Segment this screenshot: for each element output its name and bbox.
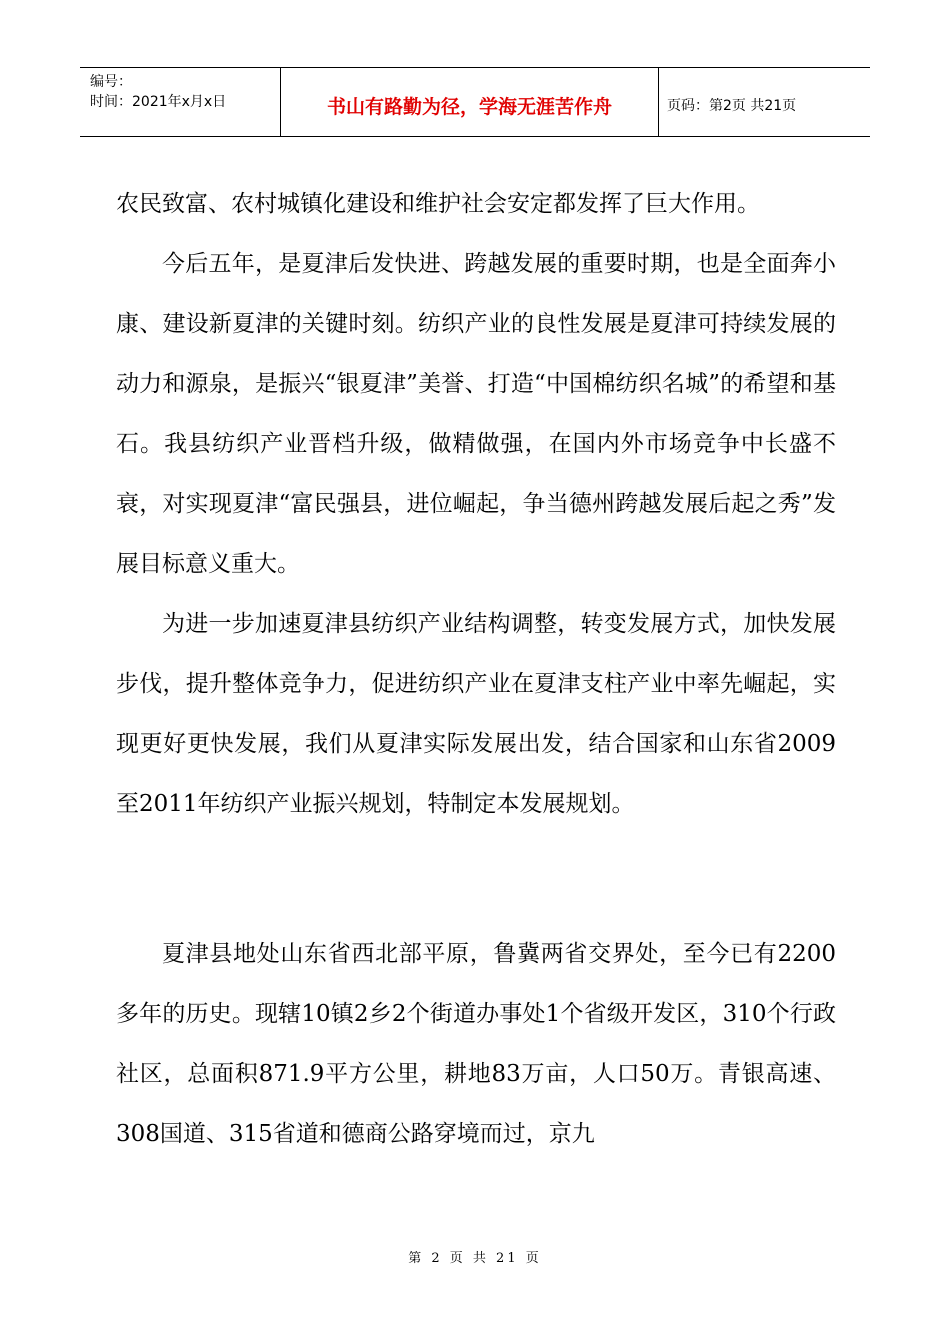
header-page-code: 页码：第2页 共21页 [667,98,797,114]
document-body [116,174,836,1164]
paragraph-3: 为进一步加速夏津县纺织产业结构调整，转变发展方式，加快发展步伐，提升整体竞争力，促进纺织产业在夏津支柱产业中率先崛起，实现更好更快发展，我们从夏津实际发展出发，结合国家和山东省2009至2011年纺织产业振兴规划，特制定本发展规划。 [116,611,836,817]
header-motto: 书山有路勤为径，学海无涯苦作舟 [281,68,659,136]
paragraph-1: 农民致富、农村城镇化建设和维护社会安定都发挥了巨大作用。 [116,191,760,217]
header-meta [80,68,281,136]
paragraph-4: 夏津县地处山东省西北部平原，鲁冀两省交界处，至今已有2200多年的历史。现辖10镇2乡2个街道办事处1个省级开发区，310个行政社区，总面积871.9平方公里，耕地83万亩，人口50万。青银高速、308国道、315省道和德商公路穿境而过，京九 [116,941,836,1147]
time-label: 时间：2021年x月x日 [90,94,227,110]
doc-number-label: 编号： [90,74,132,90]
page-header [80,67,870,137]
paragraph-2: 今后五年，是夏津后发快进、跨越发展的重要时期，也是全面奔小康、建设新夏津的关键时刻。纺织产业的良性发展是夏津可持续发展的动力和源泉，是振兴“银夏津”美誉、打造“中国棉纺织名城”的希望和基石。我县纺织产业晋档升级，做精做强，在国内外市场竞争中长盛不衰，对实现夏津“富民强县，进位崛起，争当德州跨越发展后起之秀”发展目标意义重大。 [116,251,836,577]
page-footer: 第 2 页 共 21 页 [408,1251,542,1266]
paragraph-gap [116,834,836,924]
